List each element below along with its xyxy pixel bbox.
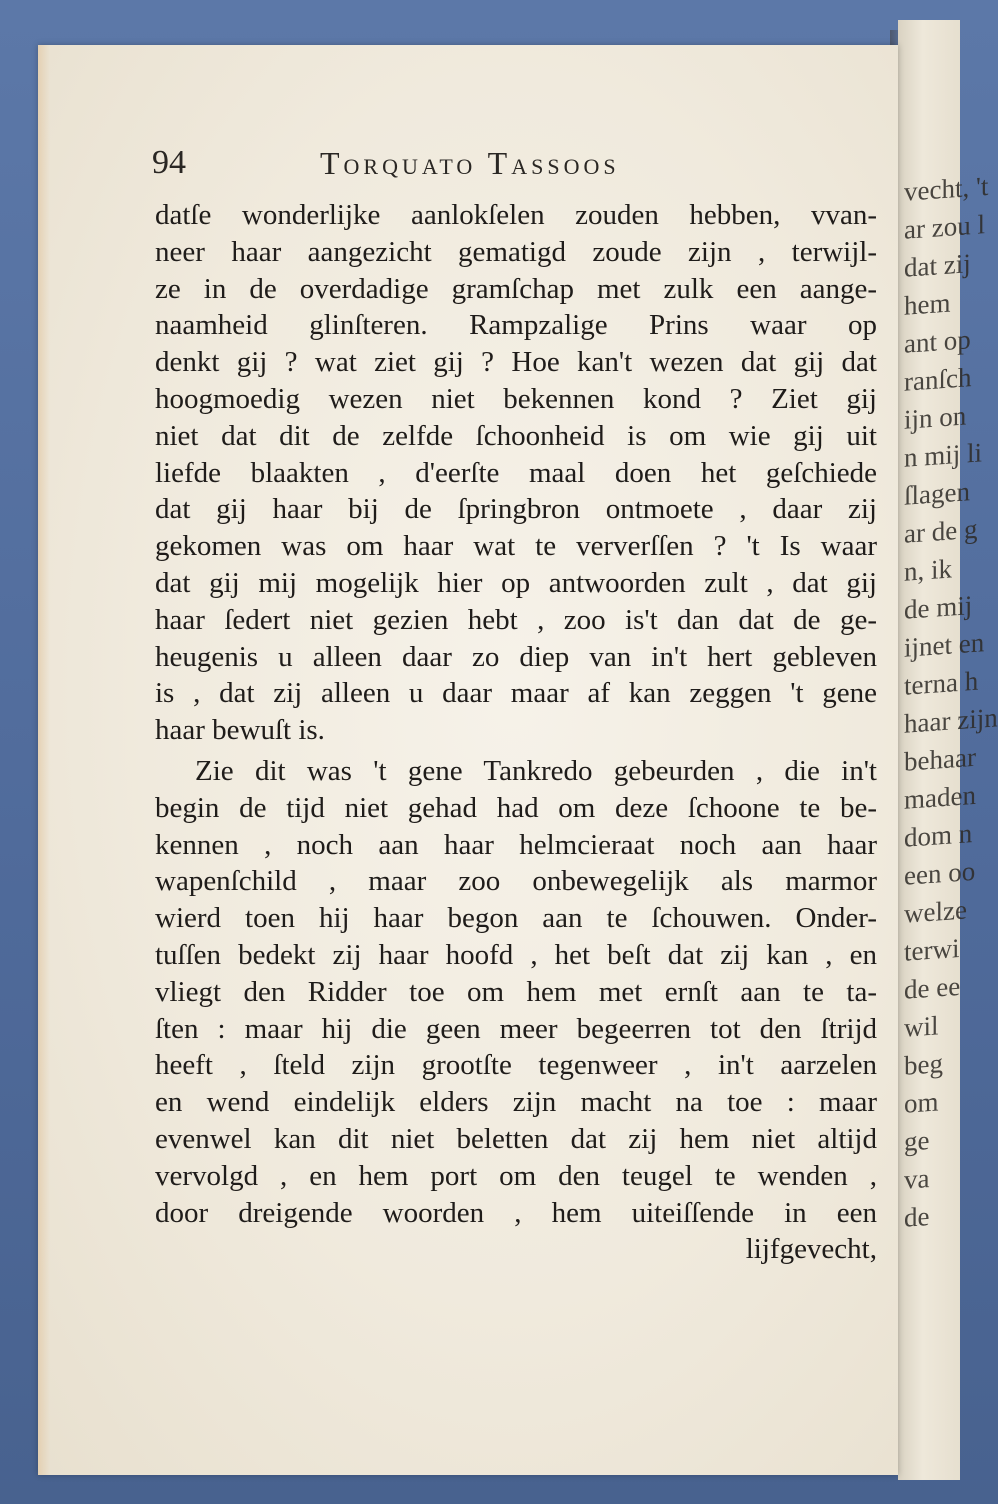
running-title: Torquato Tassoos xyxy=(320,145,620,181)
facing-page-fragment: ant op xyxy=(904,324,971,359)
text-line: begin de tijd niet gehad had om deze ſchoone te be- xyxy=(155,791,877,824)
page-number: 94 xyxy=(152,144,186,181)
facing-page-fragment: haar zijn xyxy=(904,702,998,739)
text-line: haar bewuſt is. xyxy=(155,714,325,747)
catchword: lijfgevecht, xyxy=(745,1233,877,1266)
text-line: naamheid glinſteren. Rampzalige Prins waar op xyxy=(155,309,877,342)
text-line: heeft , ſteld zijn grootſte tegenweer , in't aarzelen xyxy=(155,1049,877,1082)
facing-page-fragment: de xyxy=(904,1201,930,1233)
facing-page-fragment: de ee xyxy=(904,970,961,1005)
facing-page-fragment: ar zou l xyxy=(904,209,985,245)
facing-page-fragment: ar de g xyxy=(904,513,978,549)
facing-page-fragment: om xyxy=(904,1086,939,1119)
text-line: niet dat dit de zelfde ſchoonheid is om wie gij uit xyxy=(155,419,877,452)
facing-page-fragment: beg xyxy=(904,1048,943,1081)
running-head xyxy=(152,141,852,185)
facing-page-fragment: n, ik xyxy=(904,553,953,587)
text-line: haar ſedert niet gezien hebt , zoo is't dan dat de ge- xyxy=(155,603,877,636)
facing-page-fragment: ijn on xyxy=(904,400,967,435)
text-line: dat gij haar bij de ſpringbron ontmoete , daar zij xyxy=(155,493,877,526)
text-line: tuſſen bedekt zij haar hoofd , het beſt dat zij kan , en xyxy=(155,938,877,971)
facing-page-fragment: vecht, 't xyxy=(904,170,989,207)
text-block xyxy=(155,197,877,1268)
facing-page-fragment: ge xyxy=(904,1125,930,1157)
paragraph-1 xyxy=(155,197,877,749)
facing-page-fragment: dat zij xyxy=(904,248,971,283)
text-line: vervolgd , en hem port om den teugel te wenden , xyxy=(155,1159,877,1192)
book-page xyxy=(38,45,898,1475)
facing-page-fragment: n mij li xyxy=(904,437,983,473)
facing-page-fragment: terna h xyxy=(904,665,979,701)
facing-page-fragment: ijnet en xyxy=(904,627,985,663)
text-line: gekomen was om haar wat te ververſſen ? 't Is waar xyxy=(155,530,877,563)
facing-page-fragment: maden xyxy=(904,779,976,815)
text-line: ſten : maar hij die geen meer begeerren tot den ſtrijd xyxy=(155,1012,877,1045)
text-line: denkt gij ? wat ziet gij ? Hoe kan't wezen dat gij dat xyxy=(155,346,877,379)
page-edge-stain xyxy=(38,45,50,1475)
facing-page-fragment: hem xyxy=(904,287,951,321)
text-line: Zie dit was 't gene Tankredo gebeurden , die in't xyxy=(195,754,877,787)
text-line: heugenis u alleen daar zo diep van in't hert gebleven xyxy=(155,640,877,673)
paragraph-2 xyxy=(155,753,877,1231)
text-line: kennen , noch aan haar helmcieraat noch aan haar xyxy=(155,828,877,861)
text-line: door dreigende woorden , hem uiteiſſende in een xyxy=(155,1196,877,1229)
text-line: is , dat zij alleen u daar maar af kan zeggen 't gene xyxy=(155,677,877,710)
text-line: vliegt den Ridder toe om hem met ernſt aan te ta- xyxy=(155,975,877,1008)
text-line: neer haar aangezicht gematigd zoude zijn , terwijl- xyxy=(155,235,877,268)
text-line: dat gij mij mogelijk hier op antwoorden zult , dat gij xyxy=(155,566,877,599)
text-line: datſe wonderlijke aanlokſelen zouden hebben, vvan- xyxy=(155,199,877,231)
facing-page-fragment: va xyxy=(904,1163,930,1195)
facing-page-fragment: de mij xyxy=(904,590,973,625)
facing-page-fragment: ranſch xyxy=(904,362,972,397)
text-line: hoogmoedig wezen niet bekennen kond ? Ziet gij xyxy=(155,382,877,415)
text-line: evenwel kan dit niet beletten dat zij hem niet altijd xyxy=(155,1122,877,1155)
facing-page-fragment: een oo xyxy=(904,855,976,891)
facing-page xyxy=(898,20,998,1480)
facing-page-fragment: dom n xyxy=(904,818,973,853)
facing-page-fragment: behaar xyxy=(904,741,976,777)
text-line: ze in de overdadige gramſchap met zulk een aange- xyxy=(155,272,877,305)
facing-page-fragment: ſlagen xyxy=(904,476,970,511)
text-line: wapenſchild , maar zoo onbewegelijk als marmor xyxy=(155,865,877,898)
facing-page-fragment: terwi xyxy=(904,932,960,967)
facing-page-fragment: wil xyxy=(904,1010,939,1043)
text-line: en wend eindelijk elders zijn macht na toe : maar xyxy=(155,1086,877,1119)
facing-page-fragment: welze xyxy=(904,894,967,929)
text-line: wierd toen hij haar begon aan te ſchouwen. Onder- xyxy=(155,902,877,935)
text-line: liefde blaakten , d'eerſte maal doen het geſchiede xyxy=(155,456,877,489)
